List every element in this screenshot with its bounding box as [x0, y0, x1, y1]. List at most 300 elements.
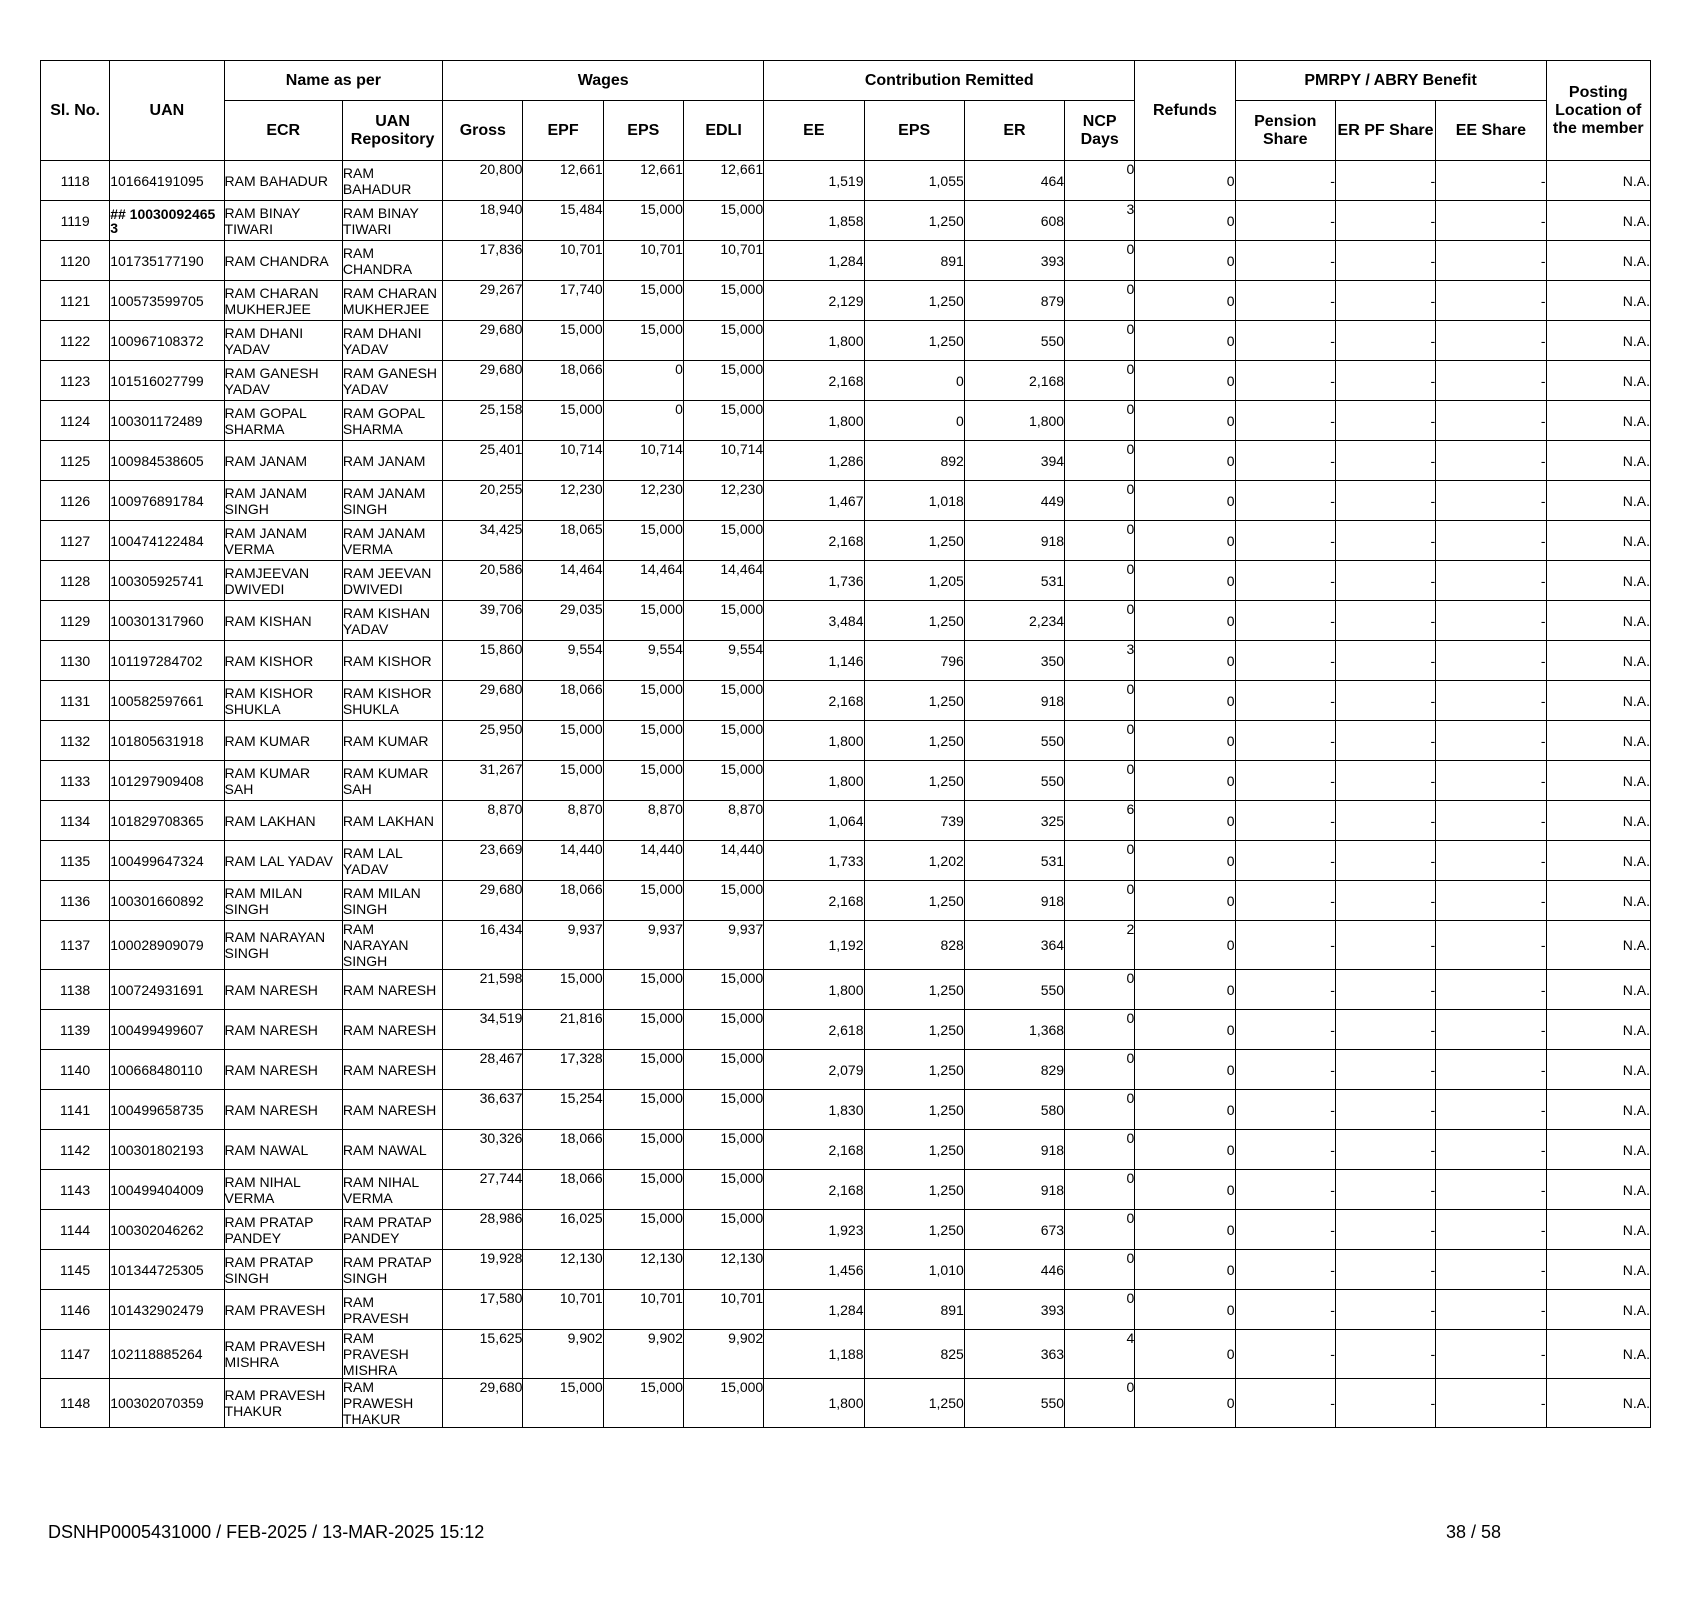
cell-uan: 100967108372	[110, 321, 224, 361]
cell-sl-no: 1147	[41, 1330, 110, 1379]
cell-er: 364	[964, 921, 1064, 970]
cell-ecr-name: RAM PRAVESH MISHRA	[224, 1330, 342, 1379]
cell-sl-no: 1124	[41, 401, 110, 441]
group-name-as-per: Name as per	[224, 61, 443, 101]
cell-wages-eps: 15,000	[603, 281, 683, 321]
cell-uan: 102118885264	[110, 1330, 224, 1379]
cell-uan-repository-name: RAM PRAVESH	[342, 1290, 442, 1330]
cell-gross: 28,467	[443, 1050, 523, 1090]
cell-ee-share: -	[1436, 1010, 1546, 1050]
table-row	[41, 281, 1651, 321]
cell-gross: 31,267	[443, 761, 523, 801]
cell-pension-share: -	[1235, 201, 1335, 241]
cell-refunds: 0	[1135, 201, 1235, 241]
cell-refunds: 0	[1135, 641, 1235, 681]
cell-ee: 1,456	[764, 1250, 864, 1290]
cell-gross: 20,800	[443, 161, 523, 201]
cell-sl-no: 1122	[41, 321, 110, 361]
cell-gross: 39,706	[443, 601, 523, 641]
table-body	[41, 161, 1651, 1428]
cell-ecr-name: RAM GANESH YADAV	[224, 361, 342, 401]
cell-sl-no: 1127	[41, 521, 110, 561]
cell-ee: 1,467	[764, 481, 864, 521]
cell-er: 550	[964, 1379, 1064, 1428]
cell-edli: 8,870	[683, 801, 763, 841]
cell-uan-repository-name: RAM JANAM VERMA	[342, 521, 442, 561]
cell-er: 608	[964, 201, 1064, 241]
cell-posting-location: N.A.	[1546, 1090, 1650, 1130]
cell-epf: 18,065	[523, 521, 603, 561]
cell-ee: 2,168	[764, 1130, 864, 1170]
cell-er: 918	[964, 1130, 1064, 1170]
cell-pension-share: -	[1235, 1330, 1335, 1379]
cell-ecr-name: RAM CHARAN MUKHERJEE	[224, 281, 342, 321]
cell-contrib-eps: 739	[864, 801, 964, 841]
cell-ecr-name: RAM KUMAR	[224, 721, 342, 761]
cell-ee-share: -	[1436, 1250, 1546, 1290]
cell-sl-no: 1134	[41, 801, 110, 841]
cell-posting-location: N.A.	[1546, 521, 1650, 561]
cell-posting-location: N.A.	[1546, 641, 1650, 681]
cell-uan-repository-name: RAM CHARAN MUKHERJEE	[342, 281, 442, 321]
cell-er: 446	[964, 1250, 1064, 1290]
footer-page-number: 38 / 58	[1446, 1522, 1502, 1542]
cell-ee-share: -	[1436, 281, 1546, 321]
cell-ee: 1,800	[764, 721, 864, 761]
cell-contrib-eps: 1,250	[864, 1090, 964, 1130]
cell-epf: 18,066	[523, 361, 603, 401]
cell-wages-eps: 14,464	[603, 561, 683, 601]
cell-er: 1,800	[964, 401, 1064, 441]
cell-ncp-days: 0	[1065, 281, 1135, 321]
cell-er-pf-share: -	[1335, 1250, 1435, 1290]
cell-posting-location: N.A.	[1546, 681, 1650, 721]
cell-refunds: 0	[1135, 241, 1235, 281]
cell-pension-share: -	[1235, 1379, 1335, 1428]
cell-epf: 8,870	[523, 801, 603, 841]
cell-uan-repository-name: RAM NARAYAN SINGH	[342, 921, 442, 970]
cell-ecr-name: RAM KISHOR SHUKLA	[224, 681, 342, 721]
cell-edli: 15,000	[683, 1010, 763, 1050]
cell-ncp-days: 3	[1065, 641, 1135, 681]
table-row	[41, 441, 1651, 481]
table-row	[41, 1050, 1651, 1090]
cell-epf: 10,701	[523, 1290, 603, 1330]
cell-refunds: 0	[1135, 881, 1235, 921]
cell-ee: 1,800	[764, 1379, 864, 1428]
cell-pension-share: -	[1235, 601, 1335, 641]
cell-posting-location: N.A.	[1546, 1290, 1650, 1330]
cell-gross: 23,669	[443, 841, 523, 881]
cell-posting-location: N.A.	[1546, 241, 1650, 281]
cell-contrib-eps: 1,250	[864, 761, 964, 801]
cell-pension-share: -	[1235, 1250, 1335, 1290]
cell-uan-repository-name: RAM PRATAP SINGH	[342, 1250, 442, 1290]
cell-sl-no: 1130	[41, 641, 110, 681]
table-row	[41, 361, 1651, 401]
cell-edli: 9,902	[683, 1330, 763, 1379]
cell-pension-share: -	[1235, 281, 1335, 321]
cell-uan: 100474122484	[110, 521, 224, 561]
cell-ecr-name: RAM CHANDRA	[224, 241, 342, 281]
cell-ee-share: -	[1436, 601, 1546, 641]
cell-contrib-eps: 1,250	[864, 881, 964, 921]
cell-epf: 21,816	[523, 1010, 603, 1050]
cell-ee: 1,800	[764, 970, 864, 1010]
table-row	[41, 1250, 1651, 1290]
cell-pension-share: -	[1235, 761, 1335, 801]
cell-ee: 2,618	[764, 1010, 864, 1050]
cell-uan-repository-name: RAM PRAWESH THAKUR	[342, 1379, 442, 1428]
cell-edli: 10,701	[683, 241, 763, 281]
cell-er-pf-share: -	[1335, 401, 1435, 441]
cell-posting-location: N.A.	[1546, 1250, 1650, 1290]
cell-refunds: 0	[1135, 1330, 1235, 1379]
cell-uan-repository-name: RAM KUMAR SAH	[342, 761, 442, 801]
cell-ecr-name: RAM KUMAR SAH	[224, 761, 342, 801]
cell-wages-eps: 15,000	[603, 761, 683, 801]
cell-edli: 15,000	[683, 721, 763, 761]
cell-contrib-eps: 1,205	[864, 561, 964, 601]
cell-epf: 15,000	[523, 401, 603, 441]
cell-sl-no: 1120	[41, 241, 110, 281]
cell-uan: 101805631918	[110, 721, 224, 761]
cell-er: 918	[964, 521, 1064, 561]
cell-pension-share: -	[1235, 161, 1335, 201]
cell-gross: 34,519	[443, 1010, 523, 1050]
cell-uan: 100301660892	[110, 881, 224, 921]
cell-refunds: 0	[1135, 321, 1235, 361]
cell-ecr-name: RAM MILAN SINGH	[224, 881, 342, 921]
cell-pension-share: -	[1235, 841, 1335, 881]
cell-ee: 1,192	[764, 921, 864, 970]
cell-uan: ## 10030092465 3	[110, 201, 224, 241]
cell-epf: 15,000	[523, 970, 603, 1010]
cell-ee: 1,733	[764, 841, 864, 881]
cell-uan: 100499404009	[110, 1170, 224, 1210]
cell-ncp-days: 0	[1065, 361, 1135, 401]
cell-epf: 17,740	[523, 281, 603, 321]
cell-epf: 14,440	[523, 841, 603, 881]
cell-gross: 36,637	[443, 1090, 523, 1130]
cell-uan: 101432902479	[110, 1290, 224, 1330]
cell-gross: 17,580	[443, 1290, 523, 1330]
cell-edli: 15,000	[683, 281, 763, 321]
cell-posting-location: N.A.	[1546, 761, 1650, 801]
col-sl-no: Sl. No.	[41, 61, 110, 161]
cell-contrib-eps: 796	[864, 641, 964, 681]
cell-wages-eps: 8,870	[603, 801, 683, 841]
cell-epf: 15,254	[523, 1090, 603, 1130]
cell-uan: 101344725305	[110, 1250, 224, 1290]
cell-er: 918	[964, 1170, 1064, 1210]
cell-gross: 21,598	[443, 970, 523, 1010]
cell-refunds: 0	[1135, 1010, 1235, 1050]
cell-uan-repository-name: RAM NARESH	[342, 1050, 442, 1090]
cell-wages-eps: 0	[603, 361, 683, 401]
cell-er-pf-share: -	[1335, 561, 1435, 601]
table-row	[41, 970, 1651, 1010]
cell-er-pf-share: -	[1335, 1330, 1435, 1379]
cell-uan: 100499658735	[110, 1090, 224, 1130]
cell-edli: 15,000	[683, 1090, 763, 1130]
cell-ecr-name: RAM DHANI YADAV	[224, 321, 342, 361]
col-uan-repository: UAN Repository	[342, 101, 442, 161]
cell-ecr-name: RAM LAKHAN	[224, 801, 342, 841]
cell-epf: 12,230	[523, 481, 603, 521]
cell-sl-no: 1140	[41, 1050, 110, 1090]
cell-epf: 10,701	[523, 241, 603, 281]
table-row	[41, 1330, 1651, 1379]
cell-uan-repository-name: RAM GOPAL SHARMA	[342, 401, 442, 441]
table-row	[41, 1290, 1651, 1330]
cell-uan: 101197284702	[110, 641, 224, 681]
cell-pension-share: -	[1235, 801, 1335, 841]
cell-wages-eps: 9,937	[603, 921, 683, 970]
cell-ee: 2,168	[764, 361, 864, 401]
cell-refunds: 0	[1135, 401, 1235, 441]
cell-wages-eps: 0	[603, 401, 683, 441]
cell-gross: 15,860	[443, 641, 523, 681]
table-row	[41, 481, 1651, 521]
cell-er-pf-share: -	[1335, 761, 1435, 801]
cell-uan-repository-name: RAM PRAVESH MISHRA	[342, 1330, 442, 1379]
cell-epf: 12,130	[523, 1250, 603, 1290]
cell-wages-eps: 15,000	[603, 881, 683, 921]
cell-pension-share: -	[1235, 1090, 1335, 1130]
cell-ee: 3,484	[764, 601, 864, 641]
cell-ncp-days: 4	[1065, 1330, 1135, 1379]
cell-pension-share: -	[1235, 441, 1335, 481]
cell-gross: 29,680	[443, 321, 523, 361]
cell-uan: 100305925741	[110, 561, 224, 601]
cell-posting-location: N.A.	[1546, 1010, 1650, 1050]
cell-contrib-eps: 891	[864, 1290, 964, 1330]
cell-ncp-days: 0	[1065, 681, 1135, 721]
cell-uan-repository-name: RAM KISHAN YADAV	[342, 601, 442, 641]
cell-er-pf-share: -	[1335, 601, 1435, 641]
cell-edli: 15,000	[683, 761, 763, 801]
cell-epf: 15,000	[523, 1379, 603, 1428]
col-pension-share: Pension Share	[1235, 101, 1335, 161]
cell-uan-repository-name: RAM NAWAL	[342, 1130, 442, 1170]
cell-pension-share: -	[1235, 241, 1335, 281]
col-ncp-days: NCP Days	[1065, 101, 1135, 161]
cell-refunds: 0	[1135, 481, 1235, 521]
cell-contrib-eps: 1,250	[864, 681, 964, 721]
cell-sl-no: 1133	[41, 761, 110, 801]
cell-uan: 100301317960	[110, 601, 224, 641]
cell-pension-share: -	[1235, 561, 1335, 601]
table-row	[41, 1210, 1651, 1250]
cell-gross: 15,625	[443, 1330, 523, 1379]
cell-ecr-name: RAM PRATAP PANDEY	[224, 1210, 342, 1250]
cell-pension-share: -	[1235, 1210, 1335, 1250]
cell-ncp-days: 0	[1065, 1250, 1135, 1290]
cell-uan: 101664191095	[110, 161, 224, 201]
cell-ee-share: -	[1436, 1050, 1546, 1090]
cell-epf: 16,025	[523, 1210, 603, 1250]
cell-ee-share: -	[1436, 721, 1546, 761]
cell-ncp-days: 3	[1065, 201, 1135, 241]
cell-posting-location: N.A.	[1546, 1170, 1650, 1210]
cell-refunds: 0	[1135, 681, 1235, 721]
cell-refunds: 0	[1135, 1130, 1235, 1170]
cell-ee: 1,188	[764, 1330, 864, 1379]
cell-ecr-name: RAM GOPAL SHARMA	[224, 401, 342, 441]
cell-ncp-days: 0	[1065, 1010, 1135, 1050]
cell-ee-share: -	[1436, 321, 1546, 361]
cell-er: 2,168	[964, 361, 1064, 401]
cell-refunds: 0	[1135, 970, 1235, 1010]
cell-edli: 10,701	[683, 1290, 763, 1330]
cell-contrib-eps: 891	[864, 241, 964, 281]
group-wages: Wages	[443, 61, 764, 101]
cell-ee: 2,168	[764, 881, 864, 921]
cell-ee-share: -	[1436, 970, 1546, 1010]
cell-posting-location: N.A.	[1546, 1050, 1650, 1090]
cell-refunds: 0	[1135, 801, 1235, 841]
cell-ee: 1,146	[764, 641, 864, 681]
cell-posting-location: N.A.	[1546, 161, 1650, 201]
col-er-pf-share: ER PF Share	[1335, 101, 1435, 161]
cell-uan-repository-name: RAM DHANI YADAV	[342, 321, 442, 361]
col-ecr: ECR	[224, 101, 342, 161]
cell-uan-repository-name: RAM KUMAR	[342, 721, 442, 761]
cell-refunds: 0	[1135, 1290, 1235, 1330]
cell-wages-eps: 12,661	[603, 161, 683, 201]
cell-edli: 12,130	[683, 1250, 763, 1290]
cell-epf: 17,328	[523, 1050, 603, 1090]
cell-er: 673	[964, 1210, 1064, 1250]
table-row	[41, 161, 1651, 201]
cell-sl-no: 1126	[41, 481, 110, 521]
cell-refunds: 0	[1135, 1090, 1235, 1130]
cell-posting-location: N.A.	[1546, 721, 1650, 761]
cell-uan: 100582597661	[110, 681, 224, 721]
cell-gross: 29,680	[443, 361, 523, 401]
cell-wages-eps: 15,000	[603, 681, 683, 721]
cell-ecr-name: RAM JANAM SINGH	[224, 481, 342, 521]
cell-ncp-days: 0	[1065, 761, 1135, 801]
cell-er-pf-share: -	[1335, 1210, 1435, 1250]
cell-sl-no: 1139	[41, 1010, 110, 1050]
table-row	[41, 521, 1651, 561]
cell-ee-share: -	[1436, 161, 1546, 201]
cell-ee: 1,800	[764, 761, 864, 801]
cell-wages-eps: 14,440	[603, 841, 683, 881]
cell-ee: 1,286	[764, 441, 864, 481]
cell-ecr-name: RAM PRAVESH THAKUR	[224, 1379, 342, 1428]
cell-ee-share: -	[1436, 1330, 1546, 1379]
cell-uan: 100302046262	[110, 1210, 224, 1250]
cell-posting-location: N.A.	[1546, 321, 1650, 361]
cell-posting-location: N.A.	[1546, 281, 1650, 321]
cell-pension-share: -	[1235, 1050, 1335, 1090]
cell-ncp-days: 0	[1065, 561, 1135, 601]
cell-refunds: 0	[1135, 521, 1235, 561]
table-row	[41, 921, 1651, 970]
cell-er-pf-share: -	[1335, 161, 1435, 201]
cell-edli: 12,230	[683, 481, 763, 521]
cell-edli: 15,000	[683, 1130, 763, 1170]
cell-uan: 101735177190	[110, 241, 224, 281]
cell-er: 918	[964, 881, 1064, 921]
cell-posting-location: N.A.	[1546, 801, 1650, 841]
cell-ecr-name: RAM NARESH	[224, 1050, 342, 1090]
cell-uan: 100976891784	[110, 481, 224, 521]
cell-edli: 15,000	[683, 970, 763, 1010]
cell-contrib-eps: 1,010	[864, 1250, 964, 1290]
cell-uan: 101829708365	[110, 801, 224, 841]
cell-er: 879	[964, 281, 1064, 321]
cell-ncp-days: 0	[1065, 970, 1135, 1010]
cell-wages-eps: 9,554	[603, 641, 683, 681]
cell-ecr-name: RAM PRAVESH	[224, 1290, 342, 1330]
cell-uan: 100668480110	[110, 1050, 224, 1090]
cell-pension-share: -	[1235, 1130, 1335, 1170]
cell-er: 464	[964, 161, 1064, 201]
cell-uan-repository-name: RAM BAHADUR	[342, 161, 442, 201]
cell-ecr-name: RAM NARESH	[224, 1010, 342, 1050]
cell-er-pf-share: -	[1335, 1290, 1435, 1330]
cell-sl-no: 1148	[41, 1379, 110, 1428]
group-contribution-remitted: Contribution Remitted	[764, 61, 1135, 101]
cell-er-pf-share: -	[1335, 361, 1435, 401]
cell-wages-eps: 10,701	[603, 241, 683, 281]
col-ee: EE	[764, 101, 864, 161]
cell-ee-share: -	[1436, 561, 1546, 601]
cell-gross: 16,434	[443, 921, 523, 970]
cell-ee-share: -	[1436, 841, 1546, 881]
cell-uan-repository-name: RAM JANAM SINGH	[342, 481, 442, 521]
cell-sl-no: 1146	[41, 1290, 110, 1330]
cell-ee: 2,168	[764, 521, 864, 561]
cell-er-pf-share: -	[1335, 281, 1435, 321]
cell-edli: 15,000	[683, 201, 763, 241]
cell-er: 1,368	[964, 1010, 1064, 1050]
cell-sl-no: 1136	[41, 881, 110, 921]
cell-epf: 15,484	[523, 201, 603, 241]
cell-gross: 28,986	[443, 1210, 523, 1250]
cell-edli: 15,000	[683, 681, 763, 721]
cell-posting-location: N.A.	[1546, 561, 1650, 601]
cell-epf: 9,937	[523, 921, 603, 970]
cell-er: 918	[964, 681, 1064, 721]
cell-ee-share: -	[1436, 241, 1546, 281]
cell-ee-share: -	[1436, 1130, 1546, 1170]
cell-er-pf-share: -	[1335, 681, 1435, 721]
cell-contrib-eps: 1,250	[864, 721, 964, 761]
col-er: ER	[964, 101, 1064, 161]
cell-wages-eps: 15,000	[603, 1050, 683, 1090]
cell-contrib-eps: 1,250	[864, 601, 964, 641]
cell-wages-eps: 15,000	[603, 1210, 683, 1250]
cell-ee: 1,284	[764, 1290, 864, 1330]
cell-epf: 18,066	[523, 1170, 603, 1210]
cell-posting-location: N.A.	[1546, 201, 1650, 241]
ecr-table	[40, 60, 1651, 1428]
table-row	[41, 321, 1651, 361]
cell-wages-eps: 15,000	[603, 1010, 683, 1050]
cell-ee-share: -	[1436, 1170, 1546, 1210]
cell-uan-repository-name: RAM KISHOR	[342, 641, 442, 681]
cell-er: 363	[964, 1330, 1064, 1379]
cell-ncp-days: 0	[1065, 521, 1135, 561]
cell-posting-location: N.A.	[1546, 841, 1650, 881]
cell-wages-eps: 15,000	[603, 1379, 683, 1428]
cell-uan-repository-name: RAM CHANDRA	[342, 241, 442, 281]
